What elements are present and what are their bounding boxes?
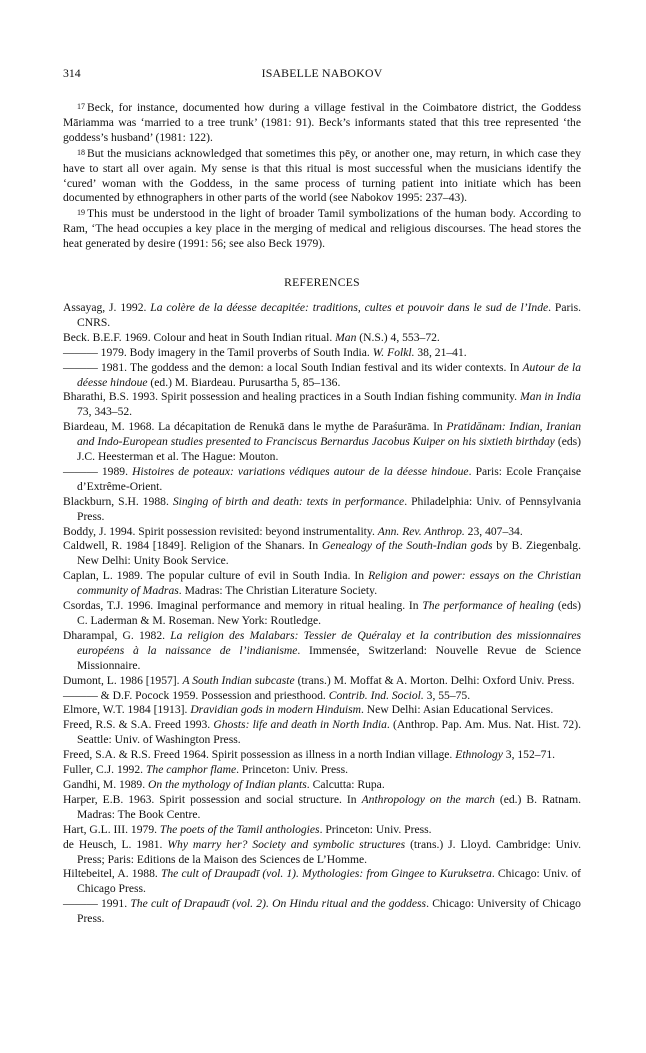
page-number: 314 <box>63 66 81 80</box>
reference-suffix: (ed.) B. Ratnam. Madras: The Book Centre. <box>77 792 581 821</box>
reference-prefix: ——— 1991. <box>63 897 131 911</box>
reference-title: The performance of healing <box>422 599 555 613</box>
reference-suffix: . Princeton: Univ. Press. <box>319 822 432 836</box>
reference-suffix: 73, 343–52. <box>77 405 133 419</box>
reference-title: La religion des Malabars: Tessier de Quéralay et la contribution des missionnaires européens à la naissance de l’indianisme <box>77 628 581 657</box>
reference-prefix: Fuller, C.J. 1992. <box>63 763 146 777</box>
page-body <box>63 66 581 927</box>
reference-entry <box>63 629 581 674</box>
reference-prefix: Caplan, L. 1989. The popular culture of evil in South India. In <box>63 569 369 583</box>
note-text: This must be understood in the light of broader Tamil symbolizations of the human body. According to Ram, ‘The head occupies a key place in the merging of medical and religious discourses. The head stores the heat generated by desire (1991: 56; see also Beck 1979). <box>63 207 581 251</box>
reference-suffix: . Chicago: Univ. of Chicago Press. <box>77 867 581 896</box>
reference-title: Histoires de poteaux: variations védiques autour de la déesse hindoue <box>132 464 469 478</box>
reference-title: Man <box>335 330 357 344</box>
reference-entry <box>63 897 581 927</box>
references-heading: REFERENCES <box>284 276 360 290</box>
note-text: Beck, for instance, documented how during a village festival in the Coimbatore district, the Goddess Māriamma was ‘married to a tree trunk’ (1981: 91). Beck’s informants stated that this tree represented ‘the goddess’s husband’ (1981: 122). <box>63 101 581 144</box>
reference-suffix: . Chicago: University of Chicago Press. <box>77 897 581 926</box>
reference-suffix: . (Anthrop. Pap. Am. Mus. Nat. Hist. 72). Seattle: Univ. of Washington Press. <box>77 718 581 747</box>
endnote <box>63 206 581 252</box>
reference-prefix: Gandhi, M. 1989. <box>63 777 149 791</box>
reference-suffix: (eds) J.C. Heesterman et al. The Hague: Mouton. <box>77 435 582 464</box>
reference-suffix: by B. Ziegenbalg. New Delhi: Unity Book Service. <box>77 539 582 568</box>
reference-title: Genealogy of the South-Indian gods <box>321 539 493 553</box>
reference-entry <box>63 778 581 793</box>
reference-title: Why marry her? Society and symbolic structures <box>167 837 406 851</box>
reference-title: Ethnology <box>455 748 503 762</box>
reference-prefix: Dumont, L. 1986 [1957]. <box>63 673 183 687</box>
reference-suffix: (eds) C. Laderman & M. Roseman. New York: Routledge. <box>77 599 581 627</box>
reference-entry <box>63 838 581 868</box>
reference-entry <box>63 793 581 823</box>
reference-suffix: . Calcutta: Rupa. <box>306 777 385 791</box>
reference-title: Ghosts: life and death in North India <box>213 718 387 732</box>
reference-entry <box>63 390 581 420</box>
reference-title: La colère de la déesse decapitée: traditions, cultes et pouvoir dans le sud de l’Inde <box>150 300 549 314</box>
reference-suffix: (N.S.) 4, 553–72. <box>356 330 440 344</box>
reference-suffix: 3, 152–71. <box>502 748 556 762</box>
reference-entry <box>63 703 581 718</box>
reference-entry <box>63 674 581 689</box>
reference-prefix: ——— 1979. Body imagery in the Tamil proverbs of South India. <box>63 345 373 359</box>
reference-title: Anthropology on the march <box>361 792 495 806</box>
reference-entry <box>63 346 581 361</box>
note-text: But the musicians acknowledged that sometimes this pēy, or another one, may return, in which case they have to start all over again. My sense is that this ritual is most successful when the musicians identify the ‘cured’ woman with the Goddess, in the same process of turning patient into initiate which has been documented by ethnographers in other parts of the world (see Nabokov 1995: 237–43). <box>63 146 581 205</box>
reference-title: A South Indian subcaste <box>182 673 295 687</box>
note-number: 19 <box>77 208 85 218</box>
reference-title: Autour de la déesse hindoue <box>77 360 581 389</box>
reference-suffix: 23, 407–34. <box>464 524 523 538</box>
note-number: 17 <box>77 102 85 111</box>
reference-title: The camphor flame <box>145 763 237 777</box>
reference-suffix: (trans.) J. Lloyd. Cambridge: Univ. Press; Paris: Editions de la Maison des Sciences de L’Homme. <box>77 837 581 866</box>
reference-title: Contrib. Ind. Sociol. <box>328 688 424 702</box>
reference-prefix: Assayag, J. 1992. <box>63 300 151 314</box>
endnote <box>63 146 581 207</box>
reference-entry <box>63 465 581 495</box>
reference-suffix: (trans.) M. Moffat & A. Morton. Delhi: Oxford Univ. Press. <box>294 673 575 687</box>
reference-prefix: ——— 1981. The goddess and the demon: a local South Indian festival and its wider contexts. In <box>63 360 523 374</box>
reference-prefix: Harper, E.B. 1963. Spirit possession and social structure. In <box>63 792 362 806</box>
endnotes <box>63 100 581 252</box>
reference-title: Ann. Rev. Anthrop. <box>377 524 465 538</box>
reference-prefix: Dharampal, G. 1982. <box>63 628 171 642</box>
reference-prefix: Csordas, T.J. 1996. Imaginal performance and memory in ritual healing. In <box>63 599 423 613</box>
reference-prefix: Blackburn, S.H. 1988. <box>63 494 173 508</box>
reference-entry <box>63 525 581 540</box>
reference-title: The poets of the Tamil anthologies <box>159 822 320 836</box>
reference-title: The cult of Draupadī (vol. 1). Mythologies: from Gingee to Kuruksetra <box>160 867 492 881</box>
reference-entry <box>63 539 581 569</box>
reference-entry <box>63 599 581 629</box>
reference-entry <box>63 763 581 778</box>
reference-entry <box>63 495 581 525</box>
note-number: 18 <box>77 147 85 157</box>
reference-entry <box>63 689 581 704</box>
reference-prefix: Hiltebeitel, A. 1988. <box>63 867 161 881</box>
reference-prefix: ——— & D.F. Pocock 1959. Possession and priesthood. <box>63 688 329 702</box>
reference-prefix: Bharathi, B.S. 1993. Spirit possession and healing practices in a South Indian fishing community. <box>63 390 521 404</box>
reference-list <box>63 301 581 927</box>
reference-entry <box>63 301 581 331</box>
reference-prefix: Freed, S.A. & R.S. Freed 1964. Spirit possession as illness in a north Indian village. <box>63 748 456 762</box>
reference-prefix: Elmore, W.T. 1984 [1913]. <box>63 703 191 717</box>
reference-prefix: Freed, R.S. & S.A. Freed 1993. <box>63 718 214 732</box>
reference-prefix: Boddy, J. 1994. Spirit possession revisited: beyond instrumentality. <box>63 524 378 538</box>
reference-suffix: . Philadelphia: Univ. of Pennsylvania Press. <box>77 494 582 523</box>
reference-entry <box>63 748 581 763</box>
reference-title: On the mythology of Indian plants <box>148 777 307 791</box>
reference-entry <box>63 718 581 748</box>
reference-suffix: (ed.) M. Biardeau. Purusartha 5, 85–136. <box>147 375 341 389</box>
reference-suffix: . New Delhi: Asian Educational Services. <box>361 703 554 717</box>
reference-entry <box>63 331 581 346</box>
reference-title: Dravidian gods in modern Hinduism <box>190 703 361 717</box>
reference-title: Man in India <box>520 390 581 404</box>
reference-suffix: 38, 21–41. <box>414 345 467 359</box>
reference-title: W. Folkl. <box>372 345 415 359</box>
reference-title: Singing of birth and death: texts in performance <box>172 494 405 508</box>
reference-suffix: . Madras: The Christian Literature Society. <box>178 584 378 598</box>
reference-entry <box>63 823 581 838</box>
reference-title: Pratidānam: Indian, Iranian and Indo-European studies presented to Franciscus Bernardus Jacobus Kuiper on his sixtieth birthday <box>77 420 582 449</box>
reference-suffix: . Paris. CNRS. <box>77 300 582 329</box>
reference-prefix: ——— 1989. <box>63 464 133 478</box>
reference-prefix: Hart, G.L. III. 1979. <box>63 822 160 836</box>
reference-prefix: Biardeau, M. 1968. La décapitation de Renukā dans le mythe de Paraśurāma. In <box>63 420 447 434</box>
reference-entry <box>63 867 581 897</box>
reference-title: Religion and power: essays on the Christian community of Madras <box>77 569 581 598</box>
reference-prefix: Caldwell, R. 1984 [1849]. Religion of the Shanars. In <box>63 539 322 553</box>
reference-title: The cult of Drapaudī (vol. 2). On Hindu ritual and the goddess <box>130 897 427 911</box>
endnote <box>63 100 581 146</box>
reference-prefix: Beck. B.E.F. 1969. Colour and heat in South Indian ritual. <box>63 330 336 344</box>
page-header <box>63 66 581 84</box>
reference-suffix: . Princeton: Univ. Press. <box>236 763 349 777</box>
reference-entry <box>63 569 581 599</box>
reference-suffix: . Immensée, Switzerland: Nouvelle Revue de Science Missionnaire. <box>77 643 581 672</box>
reference-suffix: . Paris: Ecole Française d’Extrême-Orient. <box>77 464 581 493</box>
reference-entry <box>63 420 581 465</box>
reference-entry <box>63 361 581 391</box>
reference-suffix: 3, 55–75. <box>423 688 471 702</box>
running-head: ISABELLE NABOKOV <box>261 66 383 80</box>
reference-prefix: de Heusch, L. 1981. <box>63 837 168 851</box>
